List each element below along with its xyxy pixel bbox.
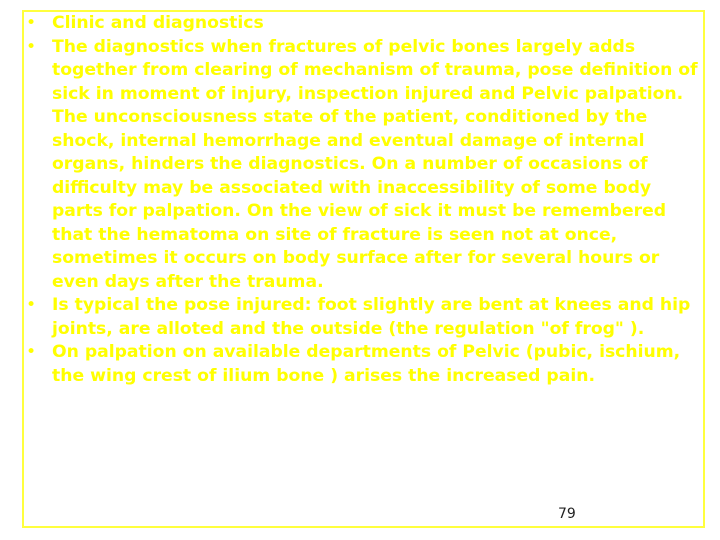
bullet-item — [26, 294, 700, 341]
page-number: 79 — [558, 506, 576, 522]
bullet-dot-icon: • — [26, 36, 37, 57]
bullet-dot-icon: • — [26, 342, 37, 362]
bullet-list — [26, 12, 700, 388]
bullet-text: Clinic and diagnostics — [52, 13, 264, 33]
bullet-dot-icon: • — [26, 295, 37, 315]
bullet-text: Is typical the pose injured: foot slightly are bent at knees and hip joints, are alloted and the outside (the regulation "of frog" ). — [52, 295, 691, 339]
bullet-item — [26, 341, 700, 388]
bullet-text: The diagnostics when fractures of pelvic bones largely adds together from clearing of mechanism of trauma, pose definition of sick in moment of injury, inspection injured and Pelvic palpation. The unconsciousness state of the patient, conditioned by the shock, internal hemorrhage and eventual damage of internal organs, hinders the diagnostics. On a number of occasions of difficulty may be associated with inaccessibility of some body parts for palpation. On the view of sick it must be remembered that the hematoma on site of fracture is seen not at once, sometimes it occurs on body surface after for several hours or even days after the trauma. — [52, 36, 698, 292]
bullet-item — [26, 36, 700, 295]
bullet-dot-icon: • — [26, 13, 37, 33]
bullet-item — [26, 12, 700, 36]
bullet-text: On palpation on available departments of Pelvic (pubic, ischium, the wing crest of ilium bone ) arises the increased pain. — [52, 342, 681, 386]
